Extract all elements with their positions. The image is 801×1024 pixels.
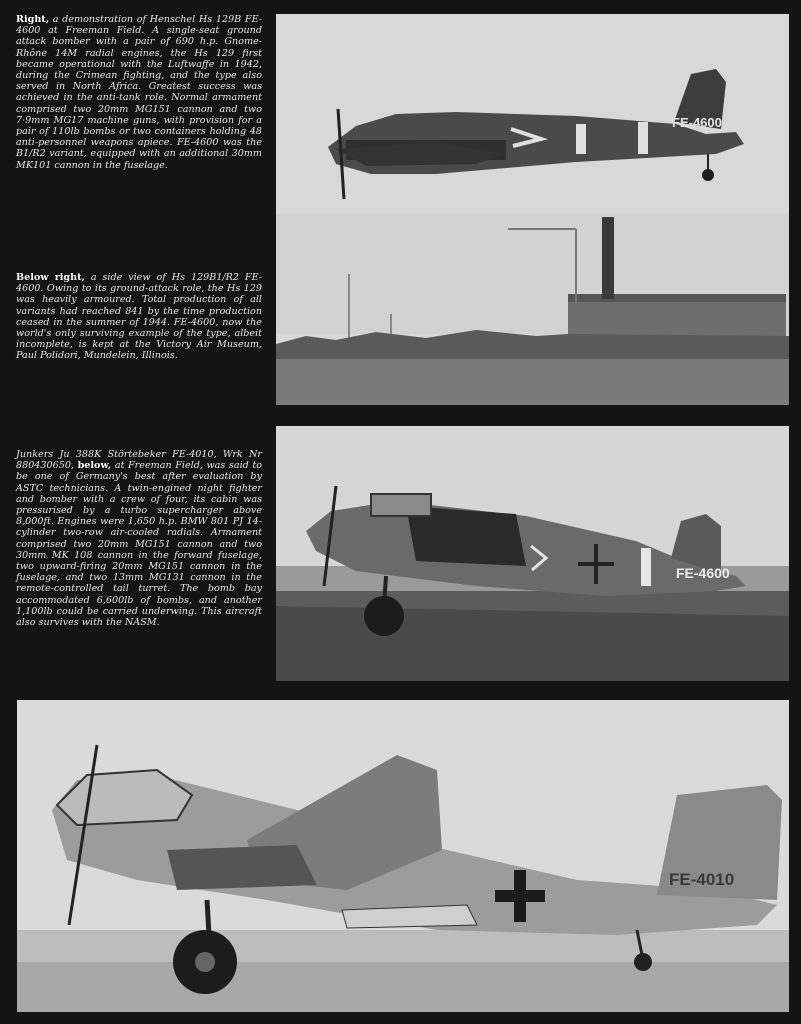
caption-lead: Below right,	[16, 272, 85, 283]
caption-text: at Freeman Field, was said to be one of Germany's best after evaluation by ASTC technicians. A twin-engined night fighter and bomber with a crew of four, its cabin was pressurised by a turbo supercharger above 8,000ft. Engines were 1,650 h.p. BMW 801 PJ 14-cylinder two-row air-cooled radials. Armament comprised two 20mm MG151 cannon and two 30mm MK 108 cannon in the forward fuselage, two upward-firing 20mm MG151 cannon in the fuselage, and two 13mm MG131 cannon in the remote-controlled tail turret. The bomb bay accommodated 6,600lb of bombs, and another 1,100lb could be carried underwing. This aircraft also survives with the NASM.	[16, 460, 262, 629]
ju388-tail-code: FE-4010	[669, 870, 735, 889]
caption-text: Junkers Ju 388K Störtebeker FE-4010, Wrk Nr 880430650,	[16, 449, 262, 472]
photo-ju388	[17, 700, 789, 1012]
caption-hs129-flight	[16, 14, 262, 171]
caption-lead: below,	[77, 460, 112, 472]
hs129-tail-code: FE-4600	[676, 565, 730, 581]
caption-text: a demonstration of Henschel Hs 129B FE-4600 at Freeman Field. A single-seat ground attack bomber with a pair of 690 h.p. Gnome-Rhône 14M radial engines, the Hs 129 first became operational with the Luftwaffe in 1942, during the Crimean fighting, and the type also served in North Africa. Greatest success was achieved in the anti-tank role. Normal armament comprised two 20mm MG151 cannon and two 7·9mm MG17 machine guns, with provision for a pair of 110lb bombs or two containers holding 48 anti-personnel weapons apiece. FE-4600 was the B1/R2 variant, equipped with an additional 30mm MK101 cannon in the fuselage.	[16, 14, 262, 171]
caption-text: a side view of Hs 129B1/R2 FE-4600. Owing to its ground-attack role, the Hs 129 was heavily armoured. Total production of all variants had reached 841 by the time production ceased in the summer of 1944. FE-4600, now the world's only surviving example of the type, albeit incomplete, is kept at the Victory Air Museum, Paul Polidori, Mundelein, Illinois.	[16, 272, 262, 362]
caption-ju388	[16, 449, 262, 628]
caption-hs129-side	[16, 272, 262, 362]
photo-hs129-flight	[276, 14, 789, 405]
photo-hs129-ground	[276, 426, 789, 681]
caption-lead: Right,	[16, 14, 50, 25]
hs129-tail-code: FE-4600	[672, 115, 722, 130]
